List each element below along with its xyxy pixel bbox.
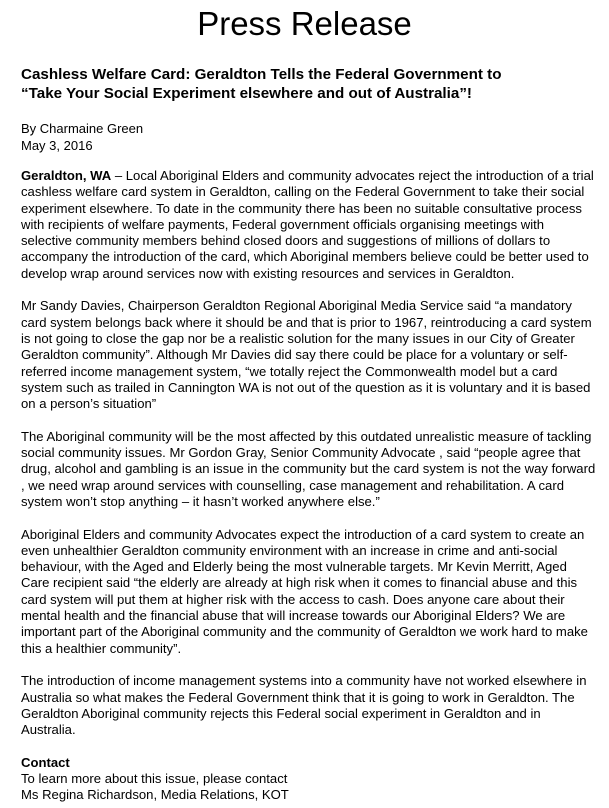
article-body (21, 168, 597, 808)
paragraph-2: Mr Sandy Davies, Chairperson Geraldton Regional Aboriginal Media Service said “a mandatory card system belongs back where it should be and that is prior to 1967, reintroducing a card system is not going to close the gap nor be a realistic solution for the many issues in our City of Greater Geraldton community”. Although Mr Davies did say there could be place for a voluntary or self-referred income management system, “we totally reject the Commonwealth model but a card system such as trailed in Cannington WA is not out of the question as it is voluntary and it is based on a person’s situation” (21, 298, 592, 412)
author: By Charmaine Green (21, 121, 144, 136)
headline-line-2: “Take Your Social Experiment elsewhere and out of Australia”! (21, 85, 472, 102)
contact-section (21, 755, 597, 804)
dateline-location: Geraldton, WA (21, 168, 112, 183)
page-title: Press Release (197, 5, 412, 42)
contact-line-2: Ms Regina Richardson, Media Relations, KOT (21, 787, 289, 803)
paragraph-4: Aboriginal Elders and community Advocates expect the introduction of a card system to create an even unhealthier Geraldton community environment with an increase in crime and anti-social behaviour, with the Aged and Elderly being the most vulnerable targets. Mr Kevin Merritt, Aged Care recipient said “the elderly are already at high risk when it comes to financial abuse and this card system will put them at higher risk with the access to cash. Does anyone care about their mental health and the financial abuse that will increase towards our Aboriginal Elders? We are important part of the Aboriginal community and the community of Geraldton we work hard to make this a healthier community”. (21, 526, 588, 656)
contact-line-1: To learn more about this issue, please contact (21, 770, 288, 786)
paragraph-1 (21, 168, 597, 282)
byline-block (21, 121, 596, 154)
contact-heading: Contact (21, 754, 70, 770)
headline-line-1: Cashless Welfare Card: Geraldton Tells the Federal Government to (21, 66, 502, 83)
headline (21, 65, 596, 103)
paragraph-1-text: – Local Aboriginal Elders and community advocates reject the introduction of a trial cashless welfare card system in Geraldton, calling on the Federal Government to take their social experiment elsewhere. To date in the community there has been no suitable consultative process with recipients of welfare payments, Federal government officials organising meetings with selective community members behind closed doors and suggestions of millions of dollars to accompany the introduction of the card, which Aboriginal members believe could be better used to develop wrap around services now with existing resources and services in Geraldton. (21, 168, 594, 281)
paragraph-3: The Aboriginal community will be the most affected by this outdated unrealistic measure of tackling social community issues. Mr Gordon Gray, Senior Community Advocate , said “people agree that drug, alcohol and gambling is an issue in the community but the card system is not the way forward , we need wrap around services with counselling, case management and rehabilitation. A card system won’t stop anything – it hasn’t worked anywhere else.” (21, 428, 596, 509)
paragraph-5: The introduction of income management systems into a community have not worked elsewhere in Australia so what makes the Federal Government think that it is going to work in Geraldton. The Geraldton Aboriginal community rejects this Federal social experiment in Geraldton and in Australia. (21, 673, 587, 738)
publish-date: May 3, 2016 (21, 137, 93, 153)
